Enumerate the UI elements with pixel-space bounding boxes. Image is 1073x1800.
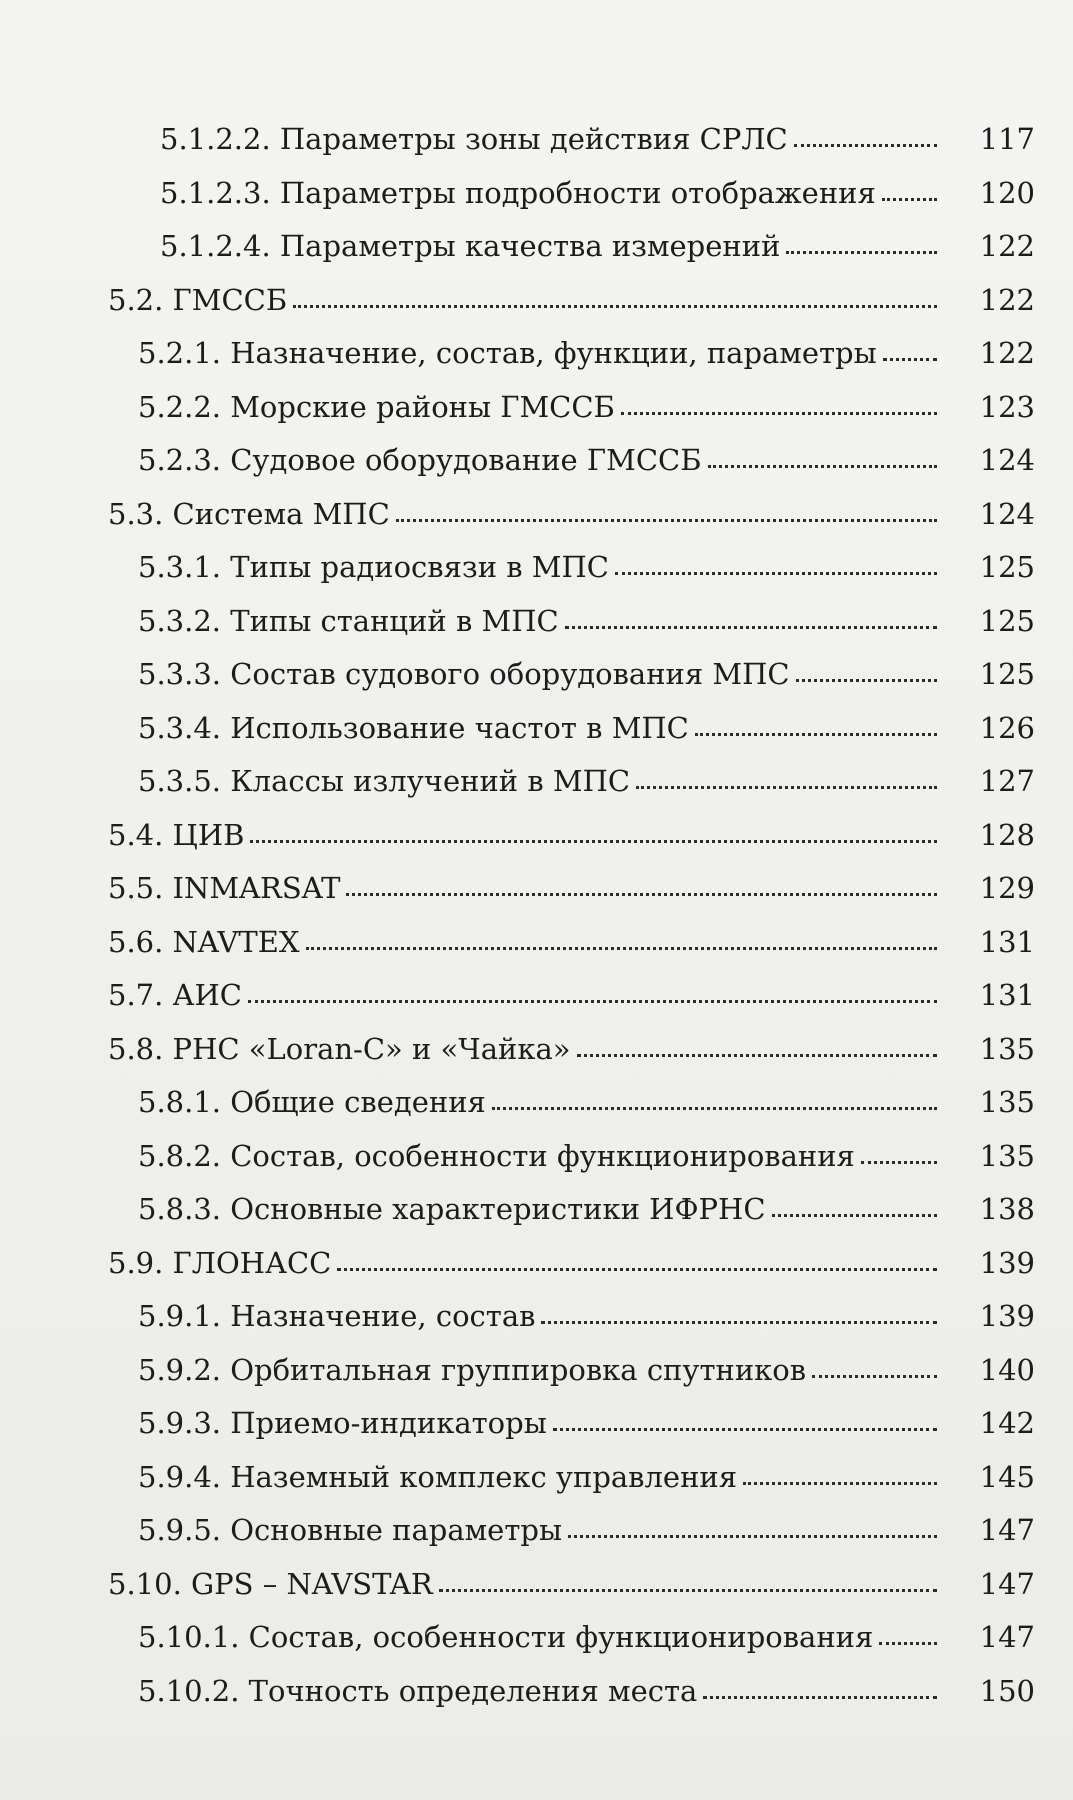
- toc-entry-title: 5.3.3. Состав судового оборудования МПС: [138, 657, 790, 691]
- toc-dot-leader: [636, 786, 937, 789]
- toc-entry[interactable]: [138, 1180, 1035, 1224]
- toc-dot-leader: [439, 1589, 937, 1592]
- toc-entry[interactable]: [138, 645, 1035, 689]
- toc-entry-title: 5.2.2. Морские районы ГМССБ: [138, 390, 615, 424]
- toc-entry-title-group: [138, 336, 947, 370]
- toc-entry[interactable]: [108, 913, 1035, 957]
- toc-dot-leader: [703, 1696, 937, 1699]
- toc-entry-title: 5.4. ЦИВ: [108, 818, 245, 852]
- toc-entry-title: 5.7. АИС: [108, 978, 242, 1012]
- toc-entry-title: 5.9.3. Приемо-индикаторы: [138, 1406, 547, 1440]
- toc-entry-title: 5.3.2. Типы станций в МПС: [138, 604, 559, 638]
- toc-entry-page-number: 122: [979, 336, 1035, 370]
- toc-entry-page-number: 142: [979, 1406, 1035, 1440]
- toc-entry-title-group: [138, 443, 947, 477]
- toc-entry[interactable]: [138, 1394, 1035, 1438]
- toc-entry[interactable]: [160, 217, 1035, 261]
- toc-entry-title-group: [138, 550, 947, 584]
- toc-entry[interactable]: [138, 1448, 1035, 1492]
- toc-entry-page-number: 147: [979, 1513, 1035, 1547]
- toc-dot-leader: [553, 1428, 937, 1431]
- toc-entry-title: 5.8.3. Основные характеристики ИФРНС: [138, 1192, 766, 1226]
- toc-entry-title-group: [108, 871, 947, 905]
- toc-entry-page-number: 122: [979, 229, 1035, 263]
- toc-entry-title-group: [108, 1567, 947, 1601]
- toc-entry-title-group: [160, 122, 947, 156]
- toc-dot-leader: [786, 251, 937, 254]
- toc-entry-page-number: 138: [979, 1192, 1035, 1226]
- toc-entry-title: 5.10.1. Состав, особенности функционирования: [138, 1620, 874, 1654]
- toc-entry-title-group: [108, 1246, 947, 1280]
- toc-entry-title: 5.8.1. Общие сведения: [138, 1085, 486, 1119]
- toc-entry-title-group: [108, 978, 947, 1012]
- toc-entry[interactable]: [138, 1608, 1035, 1652]
- toc-entry-page-number: 124: [979, 497, 1035, 531]
- toc-dot-leader: [794, 144, 937, 147]
- toc-entry[interactable]: [108, 485, 1035, 529]
- toc-entry-title: 5.6. NAVTEX: [108, 925, 300, 959]
- toc-entry[interactable]: [138, 1073, 1035, 1117]
- toc-dot-leader: [708, 465, 937, 468]
- toc-dot-leader: [250, 840, 937, 843]
- toc-entry-title: 5.9.2. Орбитальная группировка спутников: [138, 1353, 807, 1387]
- toc-dot-leader: [565, 626, 937, 629]
- toc-entry-title: 5.10.2. Точность определения места: [138, 1674, 698, 1708]
- toc-entry-title-group: [138, 390, 947, 424]
- toc-dot-leader: [861, 1161, 937, 1164]
- toc-entry[interactable]: [138, 592, 1035, 636]
- toc-dot-leader: [621, 412, 937, 415]
- toc-entry-title-group: [108, 1032, 947, 1066]
- toc-entry-page-number: 124: [979, 443, 1035, 477]
- toc-entry[interactable]: [108, 1234, 1035, 1278]
- toc-entry-title: 5.1.2.2. Параметры зоны действия СРЛС: [160, 122, 788, 156]
- toc-entry-page-number: 139: [979, 1299, 1035, 1333]
- toc-dot-leader: [772, 1214, 937, 1217]
- toc-entry[interactable]: [108, 271, 1035, 315]
- toc-entry-page-number: 147: [979, 1620, 1035, 1654]
- toc-entry-title-group: [138, 1085, 947, 1119]
- toc-dot-leader: [492, 1107, 937, 1110]
- toc-dot-leader: [396, 519, 937, 522]
- toc-dot-leader: [879, 1642, 937, 1645]
- toc-entry-title-group: [108, 283, 947, 317]
- toc-entry-page-number: 139: [979, 1246, 1035, 1280]
- toc-dot-leader: [812, 1375, 937, 1378]
- toc-entry-title-group: [138, 1299, 947, 1333]
- toc-entry-title: 5.9.1. Назначение, состав: [138, 1299, 536, 1333]
- toc-entry-title-group: [138, 1513, 947, 1547]
- toc-entry-page-number: 150: [979, 1674, 1035, 1708]
- toc-entry[interactable]: [138, 752, 1035, 796]
- toc-entry-page-number: 125: [979, 604, 1035, 638]
- toc-dot-leader: [882, 198, 937, 201]
- toc-entry-title-group: [138, 1460, 947, 1494]
- toc-entry-title-group: [108, 925, 947, 959]
- toc-dot-leader: [695, 733, 937, 736]
- toc-entry[interactable]: [138, 538, 1035, 582]
- toc-dot-leader: [306, 947, 937, 950]
- toc-entry[interactable]: [108, 806, 1035, 850]
- toc-entry-page-number: 117: [979, 122, 1035, 156]
- toc-entry[interactable]: [108, 1020, 1035, 1064]
- toc-entry-page-number: 145: [979, 1460, 1035, 1494]
- toc-entry-page-number: 120: [979, 176, 1035, 210]
- toc-entry[interactable]: [138, 1287, 1035, 1331]
- toc-entry-title: 5.8.2. Состав, особенности функционирования: [138, 1139, 855, 1173]
- toc-entry-page-number: 147: [979, 1567, 1035, 1601]
- toc-entry-page-number: 123: [979, 390, 1035, 424]
- toc-dot-leader: [293, 305, 937, 308]
- toc-entry-title-group: [160, 176, 947, 210]
- toc-entry-page-number: 122: [979, 283, 1035, 317]
- toc-entry-title-group: [138, 604, 947, 638]
- toc-entry-title-group: [138, 1674, 947, 1708]
- toc-entry-page-number: 125: [979, 657, 1035, 691]
- toc-entry-title-group: [160, 229, 947, 263]
- toc-entry-title: 5.9.4. Наземный комплекс управления: [138, 1460, 738, 1494]
- toc-entry-page-number: 126: [979, 711, 1035, 745]
- toc-dot-leader: [541, 1321, 937, 1324]
- toc-entry-page-number: 127: [979, 764, 1035, 798]
- toc-dot-leader: [346, 893, 937, 896]
- toc-entry[interactable]: [160, 110, 1035, 154]
- toc-entry[interactable]: [108, 1555, 1035, 1599]
- toc-entry-page-number: 129: [979, 871, 1035, 905]
- toc-entry-title-group: [138, 1620, 947, 1654]
- toc-entry-title: 5.2. ГМССБ: [108, 283, 288, 317]
- toc-entry-title-group: [138, 657, 947, 691]
- toc-entry-page-number: 131: [979, 925, 1035, 959]
- toc-dot-leader: [796, 679, 937, 682]
- toc-entry-title-group: [138, 764, 947, 798]
- toc-entry-title-group: [138, 711, 947, 745]
- toc-entry-page-number: 125: [979, 550, 1035, 584]
- toc-entry-title: 5.9.5. Основные параметры: [138, 1513, 563, 1547]
- toc-entry-title-group: [138, 1192, 947, 1226]
- toc-entry[interactable]: [138, 324, 1035, 368]
- toc-entry-title: 5.2.3. Судовое оборудование ГМССБ: [138, 443, 702, 477]
- toc-entry[interactable]: [138, 1341, 1035, 1385]
- toc-dot-leader: [743, 1482, 937, 1485]
- toc-entry-title: 5.10. GPS – NAVSTAR: [108, 1567, 433, 1601]
- toc-entry-title-group: [138, 1139, 947, 1173]
- toc-entry-title: 5.9. ГЛОНАСС: [108, 1246, 332, 1280]
- toc-entry[interactable]: [138, 1127, 1035, 1171]
- toc-entry-page-number: 135: [979, 1139, 1035, 1173]
- toc-entry-page-number: 140: [979, 1353, 1035, 1387]
- toc-entry-title: 5.3.5. Классы излучений в МПС: [138, 764, 631, 798]
- toc-entry-title: 5.1.2.4. Параметры качества измерений: [160, 229, 781, 263]
- toc-dot-leader: [337, 1268, 937, 1271]
- toc-entry-title-group: [108, 818, 947, 852]
- toc-entry-title: 5.3.1. Типы радиосвязи в МПС: [138, 550, 609, 584]
- toc-entry-title-group: [138, 1406, 947, 1440]
- toc-dot-leader: [883, 358, 937, 361]
- toc-entry-title-group: [108, 497, 947, 531]
- toc-entry-page-number: 131: [979, 978, 1035, 1012]
- toc-entry[interactable]: [138, 699, 1035, 743]
- toc-entry[interactable]: [108, 966, 1035, 1010]
- toc-entry[interactable]: [138, 431, 1035, 475]
- toc-entry-title: 5.8. РНС «Loran-C» и «Чайка»: [108, 1032, 571, 1066]
- toc-entry-title-group: [138, 1353, 947, 1387]
- toc-entry-page-number: 135: [979, 1032, 1035, 1066]
- toc-entry[interactable]: [138, 378, 1035, 422]
- toc-entry-title: 5.5. INMARSAT: [108, 871, 341, 905]
- toc-entry[interactable]: [138, 1501, 1035, 1545]
- toc-dot-leader: [577, 1054, 938, 1057]
- toc-entry-title: 5.3. Система МПС: [108, 497, 390, 531]
- toc-entry-title: 5.2.1. Назначение, состав, функции, параметры: [138, 336, 877, 370]
- toc-entry-title: 5.1.2.3. Параметры подробности отображения: [160, 176, 876, 210]
- toc-entry-page-number: 135: [979, 1085, 1035, 1119]
- toc-dot-leader: [568, 1535, 937, 1538]
- toc-entry-title: 5.3.4. Использование частот в МПС: [138, 711, 689, 745]
- toc-dot-leader: [615, 572, 937, 575]
- toc-entry[interactable]: [108, 859, 1035, 903]
- toc-dot-leader: [248, 1000, 937, 1003]
- toc-entry[interactable]: [138, 1662, 1035, 1706]
- toc-entry-page-number: 128: [979, 818, 1035, 852]
- toc-entry[interactable]: [160, 164, 1035, 208]
